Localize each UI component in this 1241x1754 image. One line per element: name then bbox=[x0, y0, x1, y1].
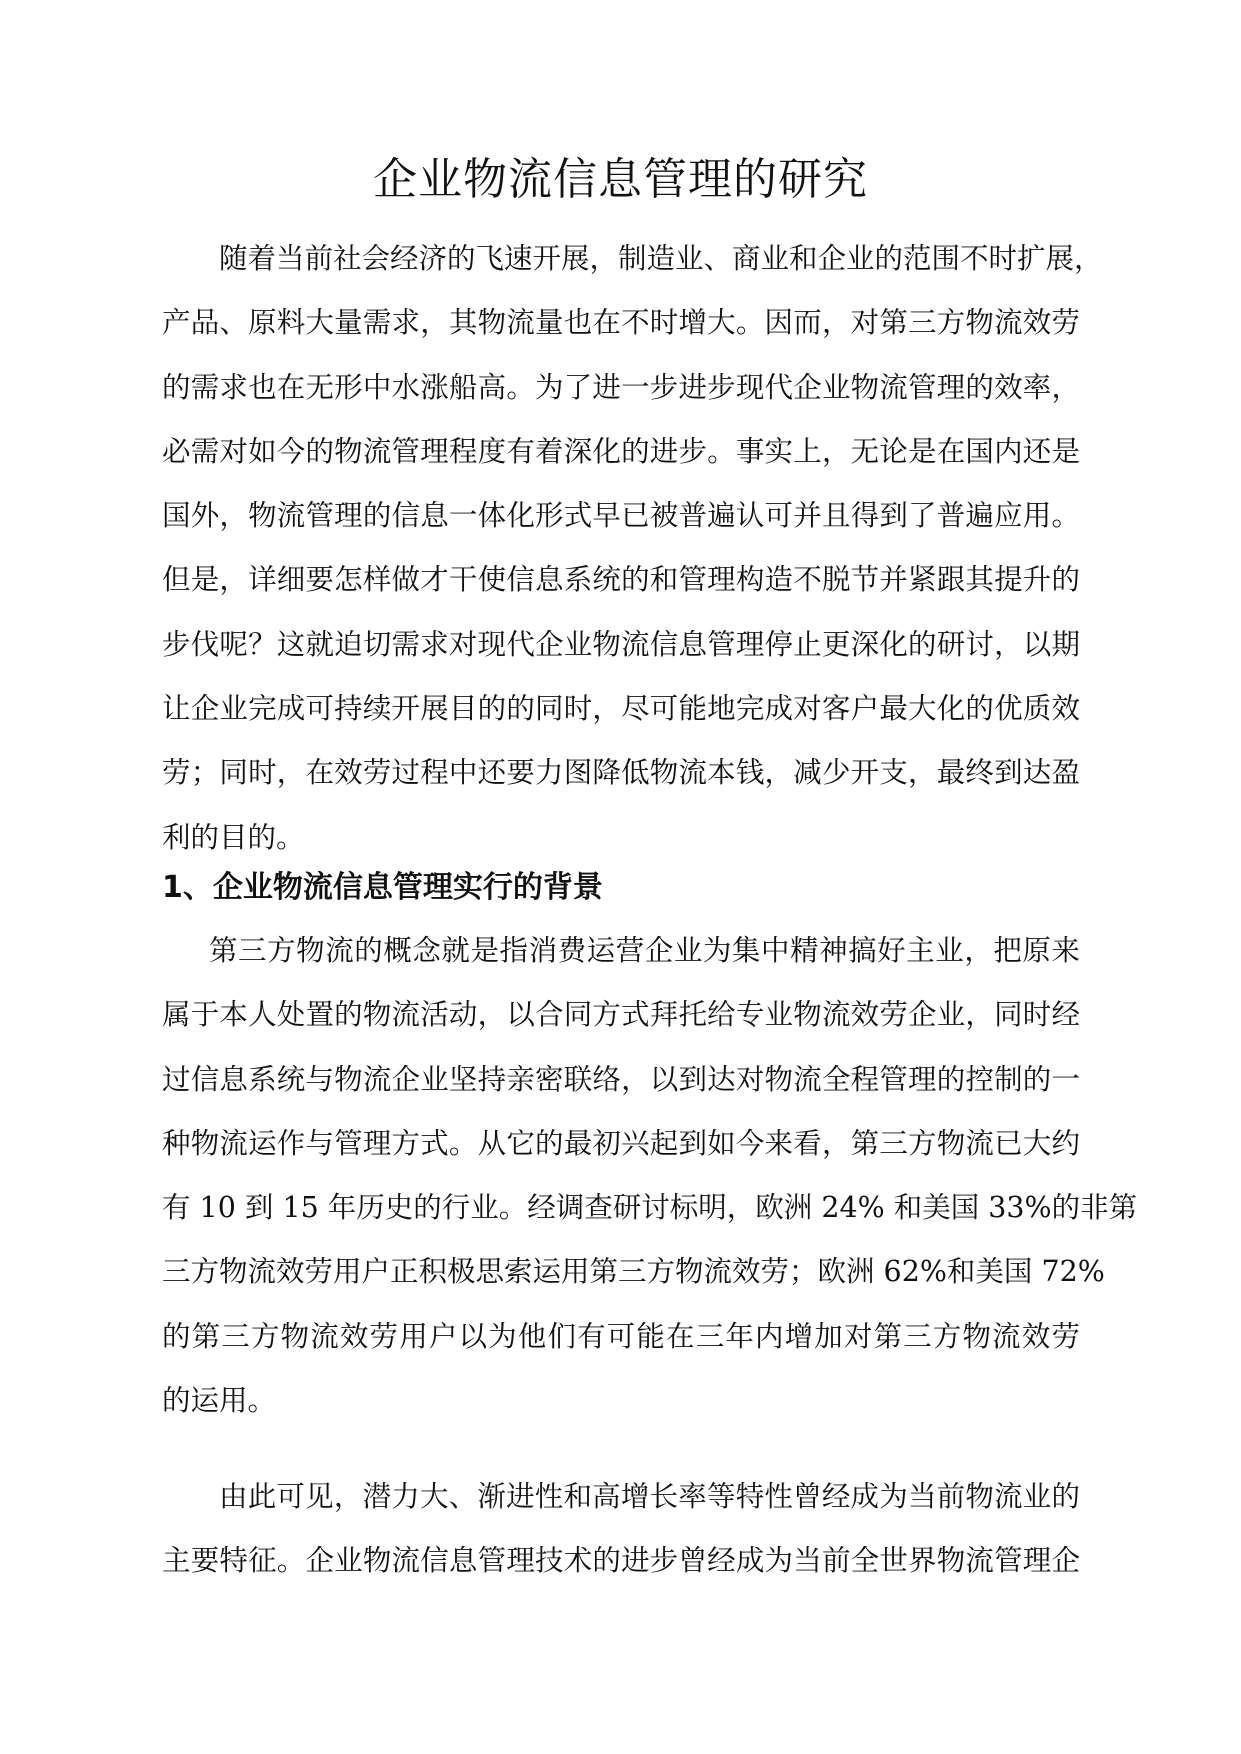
paragraph-line: 利的目的。 bbox=[162, 820, 305, 854]
paragraph-line: 由此可见，潜力大、渐进性和高增长率等特性曾经成为当前物流业的 bbox=[219, 1480, 1080, 1513]
paragraph-line: 三方物流效劳用户正积极思索运用第三方物流效劳；欧洲 62%和美国 72% bbox=[162, 1255, 1105, 1289]
paragraph-line: 但是，详细要怎样做才干使信息系统的和管理构造不脱节并紧跟其提升的 bbox=[162, 563, 1080, 597]
paragraph-line: 有 10 到 15 年历史的行业。经调查研讨标明，欧洲 24% 和美国 33%的非第 bbox=[162, 1191, 1138, 1225]
paragraph-line: 让企业完成可持续开展目的的同时，尽可能地完成对客户最大化的优质效 bbox=[162, 692, 1080, 726]
paragraph-line: 过信息系统与物流企业坚持亲密联络，以到达对物流全程管理的控制的一 bbox=[162, 1062, 1080, 1096]
paragraph-line: 劳；同时，在效劳过程中还要力图降低物流本钱，减少开支，最终到达盈 bbox=[162, 756, 1080, 790]
paragraph-line: 的运用。 bbox=[162, 1384, 277, 1418]
paragraph-line: 属于本人处置的物流活动，以合同方式拜托给专业物流效劳企业，同时经 bbox=[162, 998, 1080, 1032]
paragraph-line: 的需求也在无形中水涨船高。为了进一步进步现代企业物流管理的效率， bbox=[162, 370, 1080, 404]
section-paragraph bbox=[162, 1465, 1080, 1594]
paragraph-line: 产品、原料大量需求，其物流量也在不时增大。因而，对第三方物流效劳 bbox=[162, 306, 1080, 340]
section-heading: 1、企业物流信息管理实行的背景 bbox=[162, 870, 603, 905]
paragraph-line: 主要特征。企业物流信息管理技术的进步曾经成为当前全世界物流管理企 bbox=[162, 1544, 1080, 1578]
paragraph-line: 第三方物流的概念就是指消费运营企业为集中精神搞好主业，把原来 bbox=[209, 934, 1080, 967]
paragraph-line: 必需对如今的物流管理程度有着深化的进步。事实上，无论是在国内还是 bbox=[162, 434, 1080, 468]
paragraph-line: 国外，物流管理的信息一体化形式早已被普遍认可并且得到了普遍应用。 bbox=[162, 499, 1080, 533]
paragraph-line: 的第三方物流效劳用户以为他们有可能在三年内增加对第三方物流效劳 bbox=[162, 1319, 1080, 1353]
section-paragraph bbox=[162, 919, 1138, 1433]
intro-paragraph bbox=[162, 227, 1103, 870]
document-title: 企业物流信息管理的研究 bbox=[373, 154, 868, 205]
paragraph-line: 随着当前社会经济的飞速开展，制造业、商业和企业的范围不时扩展， bbox=[219, 242, 1103, 275]
paragraph-line: 步伐呢？这就迫切需求对现代企业物流信息管理停止更深化的研讨，以期 bbox=[162, 627, 1080, 661]
paragraph-line: 种物流运作与管理方式。从它的最初兴起到如今来看，第三方物流已大约 bbox=[162, 1126, 1080, 1160]
